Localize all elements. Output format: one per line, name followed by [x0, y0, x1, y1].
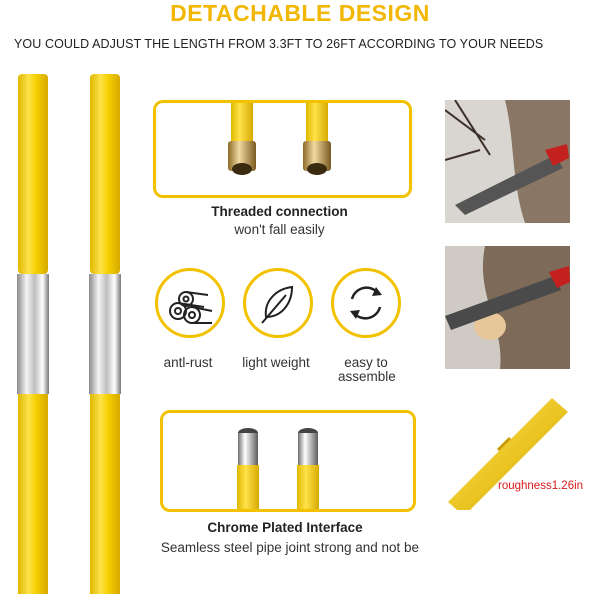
leaf-icon [246, 271, 310, 335]
feature-circle-easy-assemble [331, 268, 401, 338]
threaded-connection-box [153, 100, 412, 198]
photo-saw-branch [445, 100, 570, 223]
chrome-desc: Seamless steel pipe joint strong and not be [160, 540, 420, 555]
chrome-title: Chrome Plated Interface [207, 520, 363, 535]
page-subtitle: YOU COULD ADJUST THE LENGTH FROM 3.3FT TO 26FT ACCORDING TO YOUR NEEDS [14, 37, 544, 51]
feature-circle-light-weight [243, 268, 313, 338]
threaded-desc: won't fall easily [234, 222, 325, 237]
page-title: DETACHABLE DESIGN [170, 0, 430, 26]
roughness-label: roughness1.26in [498, 480, 584, 492]
threaded-title: Threaded connection [211, 204, 348, 219]
chrome-connector-illustration [163, 413, 413, 509]
diagonal-pole-illustration [440, 390, 580, 510]
feature-label-anti-rust: antl-rust [163, 355, 213, 370]
feature-label-easy-assemble: easy to assemble [338, 355, 396, 384]
poles-illustration [0, 66, 140, 600]
chrome-interface-box [160, 410, 416, 512]
rotate-arrows-icon [334, 271, 398, 335]
saw-branch-image [445, 100, 570, 223]
pole-right [89, 74, 121, 594]
logs-icon [158, 271, 222, 335]
feature-label-light-weight: light weight [242, 355, 310, 370]
photo-saw-cut [445, 246, 570, 369]
saw-cut-image [445, 246, 570, 369]
threaded-connector-illustration [156, 103, 409, 195]
pole-left [17, 74, 49, 594]
feature-circle-anti-rust [155, 268, 225, 338]
